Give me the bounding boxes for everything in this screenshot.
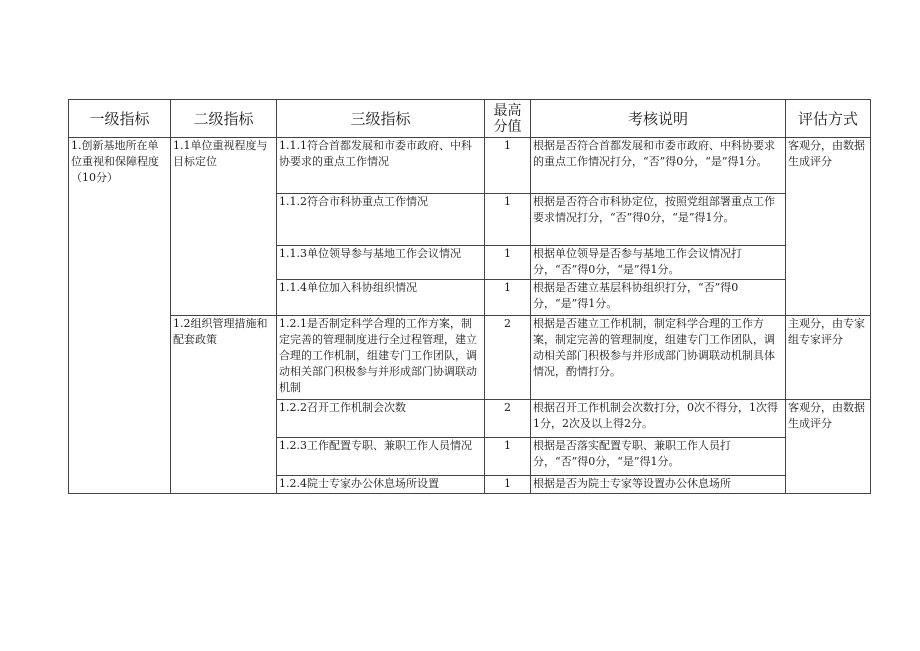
level3-cell: 1.1.3单位领导参与基地工作会议情况: [277, 246, 485, 280]
level3-cell: 1.2.3工作配置专职、兼职工作人员情况: [277, 438, 485, 476]
description-cell: 根据单位领导是否参与基地工作会议情况打分，“否”得0分，“是”得1分。: [531, 246, 786, 280]
description-cell: 根据召开工作机制会次数打分，0次不得分，1次得1分，2次及以上得2分。: [531, 400, 786, 438]
method-cell: 客观分，由数据生成评分: [786, 138, 871, 316]
description-cell: 根据是否建立基层科协组织打分，“否”得0分，“是”得1分。: [531, 280, 786, 316]
description-cell: 根据是否为院士专家等设置办公休息场所: [531, 476, 786, 494]
header-level2: 二级指标: [171, 100, 277, 138]
table-row: [69, 138, 871, 194]
header-max-score: 最高分值: [485, 100, 531, 138]
description-cell: 根据是否符合首都发展和市委市政府、中科协要求的重点工作情况打分，“否”得0分，“是”得1分。: [531, 138, 786, 194]
header-method: 评估方式: [786, 100, 871, 138]
header-row: [69, 100, 871, 138]
description-cell: 根据是否建立工作机制，制定科学合理的工作方案，制定完善的管理制度，组建专门工作团队，调动相关部门积极参与并形成部门协调联动机制具体情况，酌情打分。: [531, 316, 786, 400]
level1-cell: 1.创新基地所在单位重视和保障程度（10分）: [69, 138, 171, 494]
header-level3: 三级指标: [277, 100, 485, 138]
level3-cell: 1.1.2符合市科协重点工作情况: [277, 194, 485, 246]
score-cell: 2: [485, 400, 531, 438]
level3-cell: 1.2.2召开工作机制会次数: [277, 400, 485, 438]
score-cell: 1: [485, 476, 531, 494]
score-cell: 2: [485, 316, 531, 400]
description-cell: 根据是否符合市科协定位，按照党组部署重点工作要求情况打分，“否”得0分，“是”得1分。: [531, 194, 786, 246]
score-cell: 1: [485, 280, 531, 316]
method-cell: 客观分，由数据生成评分: [786, 400, 871, 494]
table-row: [69, 316, 871, 400]
score-cell: 1: [485, 246, 531, 280]
level2-cell: 1.2组织管理措施和配套政策: [171, 316, 277, 494]
level3-cell: 1.2.4院士专家办公休息场所设置: [277, 476, 485, 494]
score-cell: 1: [485, 438, 531, 476]
header-level1: 一级指标: [69, 100, 171, 138]
score-cell: 1: [485, 138, 531, 194]
evaluation-table: [68, 99, 871, 494]
level2-cell: 1.1单位重视程度与目标定位: [171, 138, 277, 316]
description-cell: 根据是否落实配置专职、兼职工作人员打分，“否”得0分，“是”得1分。: [531, 438, 786, 476]
level3-cell: 1.1.1符合首都发展和市委市政府、中科协要求的重点工作情况: [277, 138, 485, 194]
method-cell: 主观分，由专家组专家评分: [786, 316, 871, 400]
header-description: 考核说明: [531, 100, 786, 138]
level3-cell: 1.1.4单位加入科协组织情况: [277, 280, 485, 316]
level3-cell: 1.2.1是否制定科学合理的工作方案，制定完善的管理制度进行全过程管理，建立合理的工作机制，组建专门工作团队，调动相关部门积极参与并形成部门协调联动机制: [277, 316, 485, 400]
score-cell: 1: [485, 194, 531, 246]
